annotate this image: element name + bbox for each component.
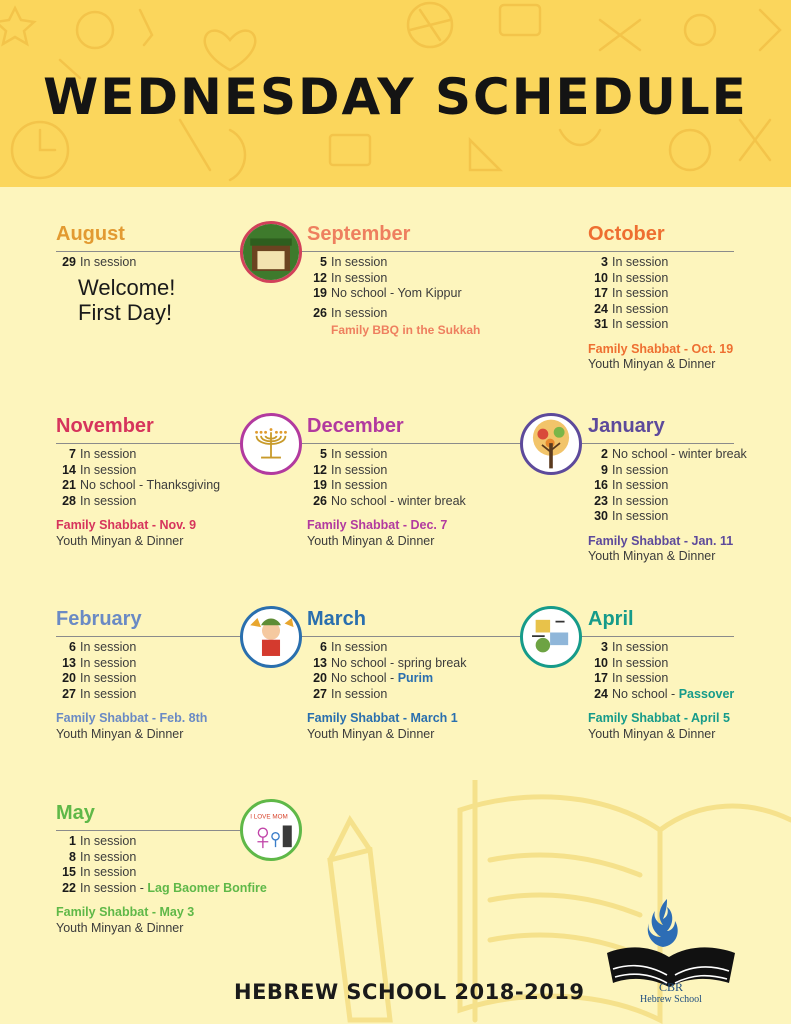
month-name-september: September — [307, 223, 411, 245]
entry-december-19: 19 In session — [313, 478, 388, 492]
logo-cbr-text: CBR — [658, 980, 683, 994]
entry-january-23: 23 In session — [594, 493, 669, 508]
family-shabbat-february: Family Shabbat - Feb. 8th — [56, 711, 208, 725]
entry-february-27: 27 In session — [62, 686, 137, 701]
month-name-february: February — [56, 608, 142, 630]
month-may — [56, 800, 290, 936]
family-shabbat-april: Family Shabbat - April 5 — [588, 711, 730, 725]
month-name-august: August — [56, 223, 125, 245]
entry-september-12: 12 In session — [313, 270, 388, 285]
youth-minyan-march: Youth Minyan & Dinner — [307, 726, 435, 741]
family-shabbat-january: Family Shabbat - Jan. 11 — [588, 533, 734, 548]
entry-december-26: 26 No school - winter break — [313, 493, 466, 508]
entry-march-13: 13 No school - spring break — [313, 655, 467, 670]
month-name-november: November — [56, 415, 154, 437]
youth-minyan-december: Youth Minyan & Dinner — [307, 533, 435, 548]
entry-december-5: 5 In session — [320, 447, 388, 461]
month-december — [307, 413, 541, 549]
month-name-may: May — [56, 802, 95, 824]
entry-april-10: 10 In session — [594, 655, 669, 670]
entry-april-24: 24 No school - Passover — [594, 686, 735, 701]
entry-october-10: 10 In session — [594, 270, 669, 285]
entry-november-28: 28 In session — [62, 493, 137, 508]
month-february — [56, 606, 290, 742]
month-march — [307, 606, 541, 742]
note-september-bbq: Family BBQ in the Sukkah — [331, 323, 481, 337]
entry-february-20: 20 In session — [62, 671, 137, 685]
footer-school-year: HEBREW SCHOOL 2018-2019 — [234, 980, 585, 1004]
entry-september-26: 26 In session — [313, 305, 388, 320]
entry-january-2: 2 No school - winter break — [601, 447, 747, 461]
entry-march-6: 6 In session — [320, 640, 388, 654]
entry-may-15: 15 In session — [62, 865, 137, 879]
month-october — [588, 221, 791, 373]
youth-minyan-april: Youth Minyan & Dinner — [588, 726, 716, 741]
month-september — [307, 221, 541, 338]
youth-minyan-february: Youth Minyan & Dinner — [56, 726, 184, 741]
entry-october-24: 24 In session — [594, 301, 669, 316]
entry-november-14: 14 In session — [62, 462, 137, 477]
welcome-line-1: Welcome! — [78, 274, 176, 300]
entry-october-31: 31 In session — [594, 317, 669, 331]
entry-march-20: 20 No school - Purim — [313, 671, 434, 685]
entry-may-1: 1 In session — [69, 834, 137, 848]
entry-march-27: 27 In session — [313, 686, 388, 701]
entry-october-3: 3 In session — [601, 255, 669, 269]
youth-minyan-january: Youth Minyan & Dinner — [588, 549, 716, 563]
svg-text:I LOVE MOM: I LOVE MOM — [250, 813, 288, 821]
header-banner — [0, 0, 791, 187]
entry-august-29: 29 In session — [62, 255, 137, 269]
family-shabbat-may: Family Shabbat - May 3 — [56, 905, 195, 919]
entry-november-21: 21 No school - Thanksgiving — [62, 478, 221, 492]
entry-september-5: 5 In session — [320, 255, 388, 269]
entry-may-22: 22 In session - Lag Baomer Bonfire — [62, 880, 267, 895]
entry-january-30: 30 In session — [594, 509, 669, 523]
entry-may-8: 8 In session — [69, 849, 137, 864]
entry-april-3: 3 In session — [601, 640, 669, 654]
month-name-december: December — [307, 415, 404, 437]
family-shabbat-december: Family Shabbat - Dec. 7 — [307, 518, 448, 532]
family-shabbat-november: Family Shabbat - Nov. 9 — [56, 518, 197, 532]
entry-february-6: 6 In session — [69, 640, 137, 654]
youth-minyan-november: Youth Minyan & Dinner — [56, 533, 184, 548]
entry-january-16: 16 In session — [594, 478, 669, 492]
entry-april-17: 17 In session — [594, 671, 669, 685]
entry-february-13: 13 In session — [62, 655, 137, 670]
entry-december-12: 12 In session — [313, 462, 388, 477]
entry-october-17: 17 In session — [594, 286, 669, 300]
holiday-lag-baomer: Lag Baomer Bonfire — [147, 880, 267, 895]
month-august — [56, 221, 290, 325]
youth-minyan-may: Youth Minyan & Dinner — [56, 920, 184, 935]
page-title: WEDNESDAY SCHEDULE — [43, 68, 748, 126]
family-shabbat-october: Family Shabbat - Oct. 19 — [588, 341, 734, 356]
youth-minyan-october: Youth Minyan & Dinner — [588, 357, 716, 371]
month-name-january: January — [588, 415, 665, 437]
logo-hebrew-school-text: Hebrew School — [640, 994, 702, 1005]
entry-january-9: 9 In session — [601, 462, 669, 477]
family-shabbat-march: Family Shabbat - March 1 — [307, 711, 458, 725]
month-november — [56, 413, 290, 549]
month-name-march: March — [307, 608, 366, 630]
entry-november-7: 7 In session — [69, 447, 137, 461]
month-january — [588, 413, 791, 565]
welcome-line-2: First Day! — [78, 299, 173, 325]
month-april — [588, 606, 791, 742]
holiday-passover: Passover — [678, 686, 735, 701]
holiday-purim: Purim — [397, 671, 434, 685]
entry-september-19: 19 No school - Yom Kippur — [313, 286, 462, 300]
month-name-october: October — [588, 223, 665, 245]
month-name-april: April — [588, 608, 634, 630]
